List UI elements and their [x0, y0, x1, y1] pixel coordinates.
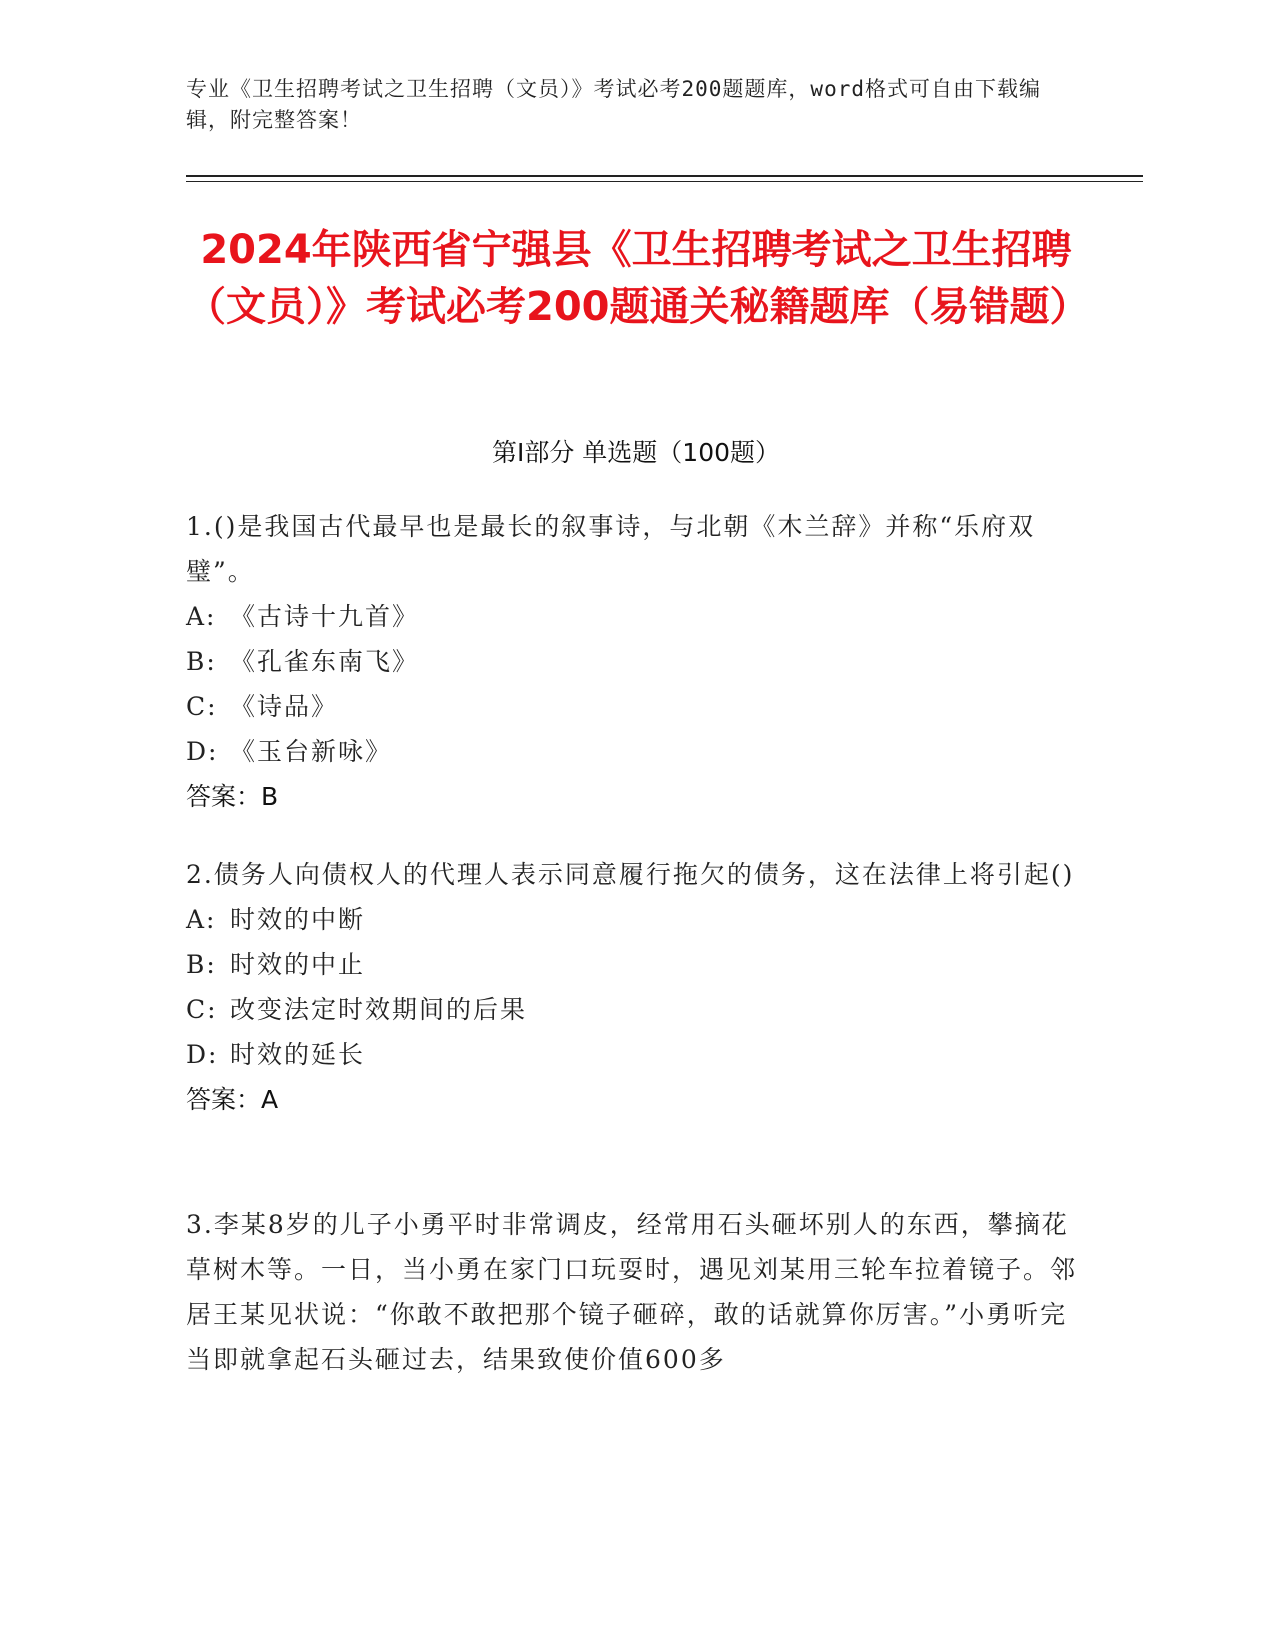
option-text: 时效的中止 — [230, 950, 366, 979]
option-c — [186, 684, 1086, 729]
option-key: C: — [186, 995, 218, 1024]
option-text: 《诗品》 — [230, 692, 339, 721]
option-key: B: — [186, 950, 217, 979]
option-key: A: — [186, 905, 217, 934]
question-stem: 1.()是我国古代最早也是最长的叙事诗，与北朝《木兰辞》并称“乐府双璧”。 — [186, 512, 1036, 586]
option-d — [186, 1032, 1086, 1077]
option-text: 《古诗十九首》 — [230, 602, 420, 631]
option-key: A: — [186, 602, 217, 631]
header-note: 专业《卫生招聘考试之卫生招聘（文员）》考试必考200题题库，word格式可自由下载编辑，附完整答案！ — [186, 77, 1041, 132]
option-text: 时效的中断 — [230, 905, 366, 934]
header-rule-thin — [186, 181, 1143, 182]
option-a — [186, 897, 1086, 942]
section-title: 第I部分 单选题（100题） — [491, 438, 781, 467]
answer: 答案：B — [186, 782, 279, 811]
question-3 — [186, 1202, 1086, 1382]
answer: 答案：A — [186, 1085, 279, 1114]
option-b — [186, 639, 1086, 684]
document-title: 2024年陕西省宁强县《卫生招聘考试之卫生招聘（文员）》考试必考200题通关秘籍题库（易错题） — [186, 227, 1090, 330]
option-key: D: — [186, 1040, 219, 1069]
option-text: 《玉台新咏》 — [230, 737, 393, 766]
question-2 — [186, 852, 1086, 1122]
option-c — [186, 987, 1086, 1032]
option-text: 时效的延长 — [230, 1040, 366, 1069]
option-key: C: — [186, 692, 218, 721]
option-d — [186, 729, 1086, 774]
option-text: 改变法定时效期间的后果 — [230, 995, 528, 1024]
question-stem: 3.李某8岁的儿子小勇平时非常调皮，经常用石头砸坏别人的东西，攀摘花草树木等。一日，当小勇在家门口玩耍时，遇见刘某用三轮车拉着镜子。邻居王某见状说：“你敢不敢把那个镜子砸碎，敢的话就算你厉害。”小勇听完当即就拿起石头砸过去，结果致使价值600多 — [186, 1210, 1078, 1374]
option-key: B: — [186, 647, 217, 676]
option-key: D: — [186, 737, 219, 766]
option-a — [186, 594, 1086, 639]
question-1 — [186, 504, 1086, 819]
question-stem: 2.债务人向债权人的代理人表示同意履行拖欠的债务，这在法律上将引起() — [186, 860, 1075, 889]
option-b — [186, 942, 1086, 987]
header-rule-thick — [186, 175, 1143, 177]
option-text: 《孔雀东南飞》 — [230, 647, 420, 676]
